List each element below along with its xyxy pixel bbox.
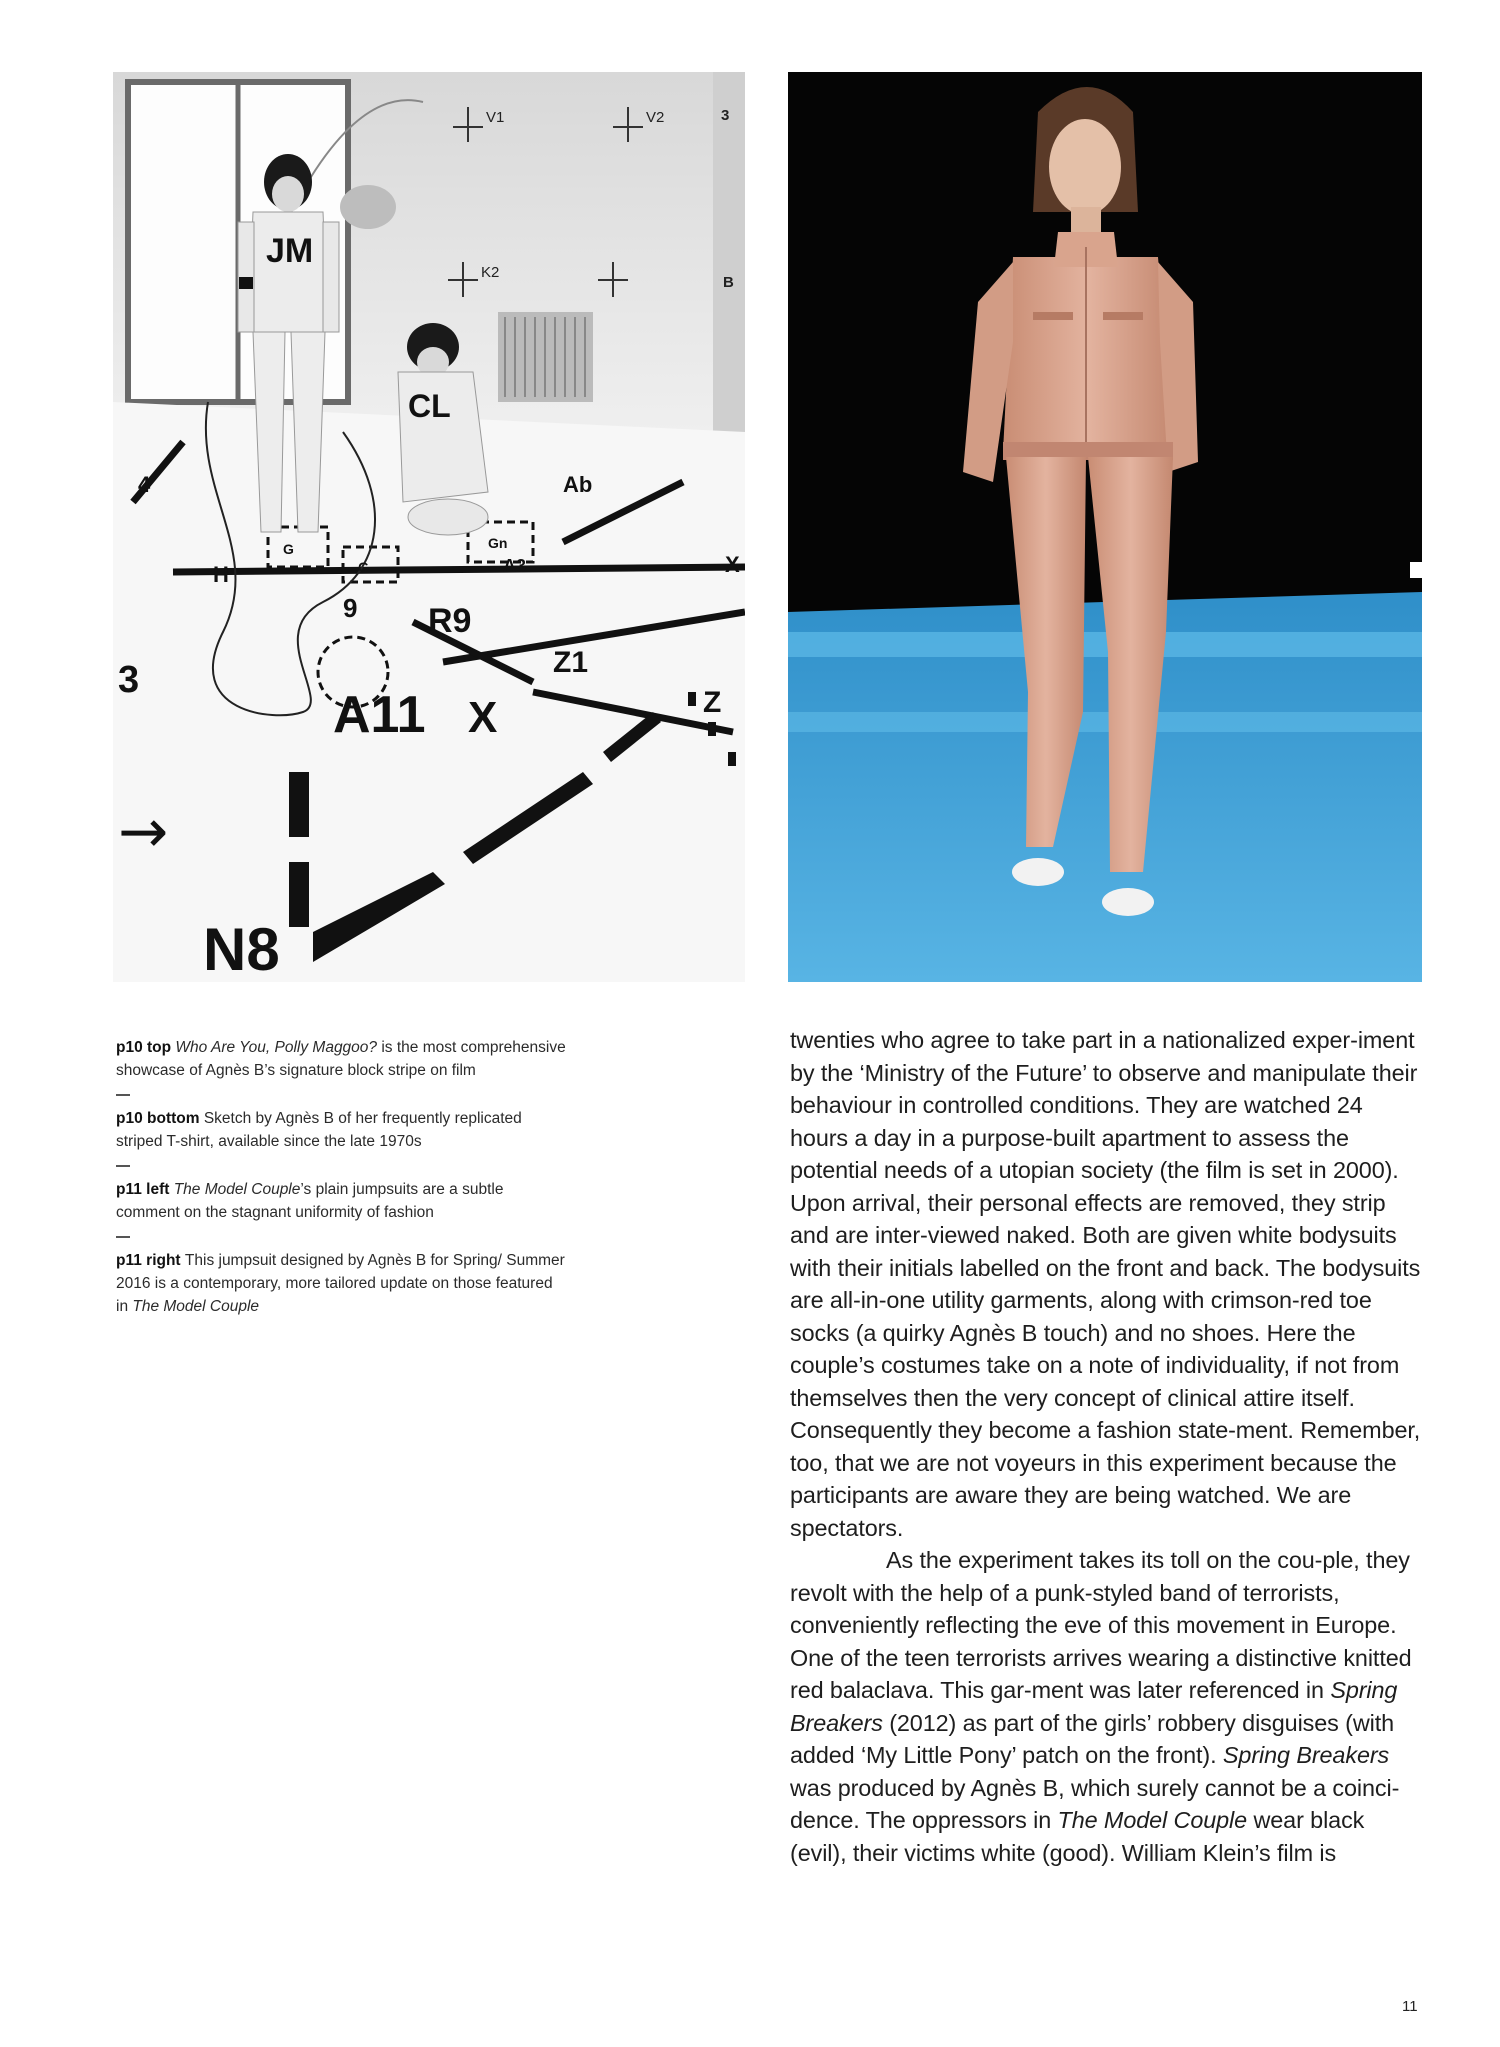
caption-divider [116,1165,130,1167]
caption-ref: p11 right [116,1252,185,1269]
floor-label: H [213,562,229,587]
floor-label: 4 [138,472,151,497]
runway-jumpsuit-photo [788,72,1422,982]
body-text: twenties who agree to take part in a nationalized exper-iment by the ‘Ministry of the Future’ to observe and manipulate their behaviour in controlled conditions. They are watched 24 hours a day in a purpose-built apartment to assess the potential needs of a utopian society (the film is set in 2000). Upon arrival, their personal effects are removed, they strip and are inter-viewed naked. Both are given white bodysuits with their initials labelled on the front and back. The bodysuits are all-in-one utility garments, along with crimson-red toe socks (a quirky Agnès B touch) and no shoes. Here the couple’s costumes take on a note of individuality, if not from themselves then the very concept of clinical attire itself. Consequently they become a fashion state-ment. Remember, too, that we are not voyeurs in this experiment because the participants are aware they are being watched. We are spectators. [790,1027,1421,1541]
body-paragraph [790,1024,1426,1544]
caption-ref: p10 top [116,1039,176,1056]
shirt-label: CL [408,388,451,424]
floor-label: Z1 [553,646,589,679]
body-italic: Spring Breakers [1222,1742,1390,1768]
caption-ref: p11 left [116,1181,174,1198]
floor-label: K2 [481,264,500,281]
article-body [790,1024,1426,1869]
caption-text: ’s plain jumpsuits are a subtle comment on the stagnant uniformity of fashion [116,1181,504,1221]
floor-label: G [283,541,294,557]
caption [116,1178,566,1224]
runway-illustration [788,72,1422,982]
caption-ref: p10 bottom [116,1110,204,1127]
body-text: As the experiment takes its toll on the cou-ple, they revolt with the help of a punk-styled band of terrorists, conveniently reflecting the eve of this movement in Europe. One of the teen terrorists arrives wearing a distinctive knitted red balaclava. This gar-ment was later referenced in [790,1547,1412,1703]
caption-text: Sketch by Agnès B of her frequently replicated striped T-shirt, available since the late 1970s [116,1110,522,1150]
body-text: (2012) as part of the girls’ robbery disguises (with added ‘My Little Pony’ patch on the front). [790,1709,1395,1768]
caption-divider [116,1236,130,1238]
body-italic: The Model Couple [1057,1807,1248,1833]
arrow-icon: → [118,797,169,867]
body-text: wear black (evil), their victims white (good). William Klein’s film is [790,1807,1365,1866]
floor-label: 9 [343,593,358,623]
floor-label: V1 [486,109,505,126]
floor-label: R9 [428,602,472,640]
page-number: 11 [1402,1998,1418,2015]
floor-label: 3 [721,107,730,124]
floor-label: 3 [118,659,140,701]
shirt-label: JM [266,232,314,270]
caption [116,1107,566,1153]
caption [116,1036,566,1082]
floor-label: Gn [488,535,508,551]
floor-label: Ab [563,472,593,497]
body-text: was produced by Agnès B, which surely cannot be a coinci-dence. The oppressors in [790,1774,1400,1833]
floor-label: G [358,559,369,575]
floor-label: X [725,552,740,577]
body-paragraph [790,1544,1426,1869]
body-italic: Spring Breakers [790,1677,1398,1736]
floor-label: N8 [203,916,280,982]
caption-italic: The Model Couple [132,1298,260,1315]
caption-divider [116,1094,130,1096]
floor-label: Z [703,686,722,719]
floor-label: V2 [646,109,665,126]
floor-label: A11 [333,686,426,744]
model-couple-illustration [113,72,745,982]
photo-captions [116,1036,566,1318]
model-couple-photo [113,72,745,982]
caption-italic: The Model Couple [173,1181,301,1198]
caption-text: This jumpsuit designed by Agnès B for Spring/ Summer 2016 is a contemporary, more tailored update on those featured in [116,1252,565,1315]
caption-text: is the most comprehensive showcase of Agnès B’s signature block stripe on film [116,1039,566,1079]
caption [116,1249,566,1318]
caption-italic: Who Are You, Polly Maggoo? [175,1039,378,1056]
floor-label: B [723,274,734,291]
floor-label: X [468,693,498,742]
floor-label: A3 [503,556,527,576]
